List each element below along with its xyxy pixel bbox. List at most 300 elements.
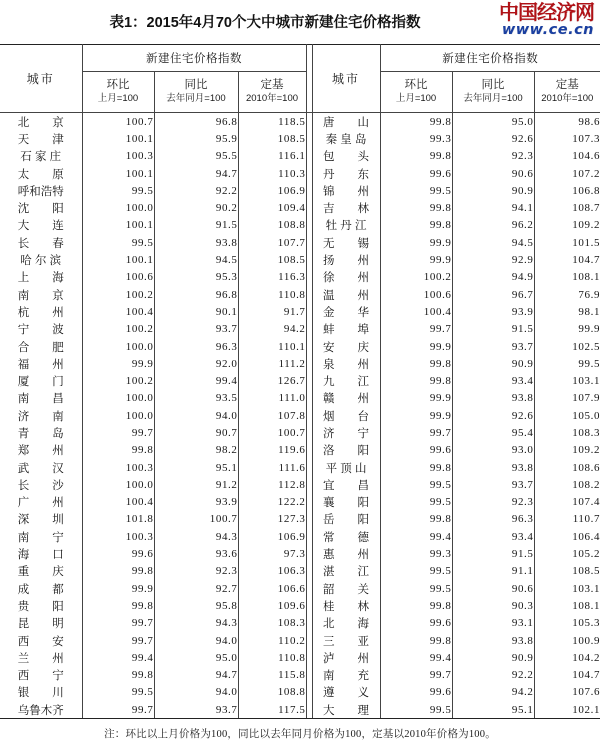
value-yoy-left: 91.5 <box>154 217 238 234</box>
table-body <box>0 113 600 719</box>
value-yoy-right: 93.9 <box>452 303 534 320</box>
value-fixed-left: 110.1 <box>238 338 306 355</box>
value-mom-right: 99.8 <box>380 597 452 614</box>
table-header <box>0 45 600 113</box>
value-mom-right: 99.3 <box>380 130 452 147</box>
value-yoy-right: 94.1 <box>452 199 534 216</box>
value-mom-left: 99.8 <box>82 563 154 580</box>
table-row <box>0 199 600 216</box>
value-fixed-left: 106.6 <box>238 580 306 597</box>
table-row <box>0 424 600 441</box>
value-mom-left: 100.0 <box>82 199 154 216</box>
value-mom-left: 100.1 <box>82 251 154 268</box>
value-mom-left: 100.1 <box>82 165 154 182</box>
city-name-right: 泸 州 <box>312 649 380 666</box>
value-yoy-left: 92.3 <box>154 563 238 580</box>
value-fixed-left: 116.1 <box>238 148 306 165</box>
header-sub-name: 定基 <box>555 78 579 91</box>
city-name-right: 北 海 <box>312 615 380 632</box>
city-name-left: 西 安 <box>0 632 82 649</box>
value-yoy-right: 93.4 <box>452 372 534 389</box>
value-yoy-right: 96.2 <box>452 217 534 234</box>
value-mom-left: 100.0 <box>82 390 154 407</box>
value-mom-right: 99.6 <box>380 442 452 459</box>
value-fixed-left: 107.8 <box>238 407 306 424</box>
value-mom-left: 100.3 <box>82 148 154 165</box>
city-name-left: 福 州 <box>0 355 82 372</box>
table-row <box>0 113 600 131</box>
header-sub-name: 环比 <box>106 78 130 91</box>
logo-wordmark: 中国经济网 <box>499 0 594 24</box>
city-name-right: 南 充 <box>312 667 380 684</box>
value-yoy-left: 91.2 <box>154 476 238 493</box>
value-mom-right: 99.5 <box>380 701 452 719</box>
value-fixed-right: 102.1 <box>534 701 600 719</box>
city-name-left: 济 南 <box>0 407 82 424</box>
value-mom-right: 99.6 <box>380 684 452 701</box>
value-yoy-right: 96.3 <box>452 511 534 528</box>
value-fixed-left: 110.8 <box>238 286 306 303</box>
value-yoy-right: 92.2 <box>452 667 534 684</box>
value-fixed-right: 108.6 <box>572 461 600 474</box>
value-fixed-right: 108.3 <box>572 426 600 439</box>
value-yoy-right: 92.3 <box>452 494 534 511</box>
value-mom-left: 99.7 <box>82 615 154 632</box>
table-row <box>0 563 600 580</box>
city-name-right: 赣 州 <box>312 390 380 407</box>
value-yoy-right: 92.9 <box>452 251 534 268</box>
header-sub-name: 定基 <box>260 78 284 91</box>
value-mom-left: 100.2 <box>82 372 154 389</box>
city-name-left: 青 岛 <box>0 424 82 441</box>
city-name-left: 哈 尔 滨 <box>0 251 82 268</box>
value-yoy-left: 92.0 <box>154 355 238 372</box>
value-yoy-left: 94.5 <box>154 251 238 268</box>
value-yoy-right: 92.6 <box>452 407 534 424</box>
value-yoy-left: 94.0 <box>154 407 238 424</box>
value-fixed-right: 101.5 <box>572 236 600 249</box>
value-mom-left: 100.4 <box>82 494 154 511</box>
value-mom-right: 99.8 <box>380 148 452 165</box>
value-fixed-left: 94.2 <box>238 321 306 338</box>
value-yoy-left: 93.8 <box>154 234 238 251</box>
city-name-left: 南 京 <box>0 286 82 303</box>
logo-url: www.ce.cn <box>501 22 594 38</box>
value-mom-right: 99.4 <box>380 649 452 666</box>
value-mom-right: 99.9 <box>380 407 452 424</box>
title-bar <box>0 0 600 44</box>
city-name-left: 兰 州 <box>0 649 82 666</box>
value-fixed-right: 99.9 <box>578 323 600 336</box>
value-yoy-right: 94.2 <box>452 684 534 701</box>
city-name-right: 无 锡 <box>312 234 380 251</box>
city-name-left: 呼和浩特 <box>0 182 82 199</box>
city-name-left: 石 家 庄 <box>0 148 82 165</box>
value-fixed-left: 127.3 <box>238 511 306 528</box>
value-yoy-right: 93.4 <box>452 528 534 545</box>
city-name-left: 重 庆 <box>0 563 82 580</box>
value-fixed-left: 112.8 <box>238 476 306 493</box>
value-fixed-left: 122.2 <box>238 494 306 511</box>
value-fixed-right: 103.1 <box>572 582 600 595</box>
value-yoy-right: 91.1 <box>452 563 534 580</box>
table-row <box>0 649 600 666</box>
table-row <box>0 321 600 338</box>
value-yoy-left: 95.5 <box>154 148 238 165</box>
city-name-right: 蚌 埠 <box>312 321 380 338</box>
value-yoy-left: 90.7 <box>154 424 238 441</box>
value-fixed-right: 108.2 <box>572 478 600 491</box>
value-yoy-left: 90.1 <box>154 303 238 320</box>
value-yoy-left: 96.8 <box>154 286 238 303</box>
header-group-right: 新建住宅价格指数 <box>380 45 600 72</box>
value-mom-left: 99.6 <box>82 545 154 562</box>
value-fixed-left: 106.9 <box>238 182 306 199</box>
city-name-right: 湛 江 <box>312 563 380 580</box>
value-yoy-right: 92.3 <box>452 148 534 165</box>
value-mom-right: 99.7 <box>380 424 452 441</box>
value-yoy-left: 95.3 <box>154 269 238 286</box>
table-row <box>0 442 600 459</box>
value-fixed-left: 108.8 <box>238 217 306 234</box>
value-yoy-right: 93.1 <box>452 615 534 632</box>
city-name-left: 南 昌 <box>0 390 82 407</box>
city-name-left: 成 都 <box>0 580 82 597</box>
value-fixed-right: 106.8 <box>572 184 600 197</box>
value-fixed-left: 110.2 <box>238 632 306 649</box>
value-fixed-left: 111.0 <box>238 390 306 407</box>
value-yoy-left: 96.3 <box>154 338 238 355</box>
value-fixed-right: 108.5 <box>572 565 600 578</box>
value-mom-right: 99.7 <box>380 667 452 684</box>
city-name-left: 合 肥 <box>0 338 82 355</box>
housing-price-index-table <box>0 44 600 719</box>
value-mom-right: 99.5 <box>380 476 452 493</box>
value-mom-left: 99.8 <box>82 597 154 614</box>
value-mom-left: 99.4 <box>82 649 154 666</box>
header-sub-base: 上月=100 <box>97 93 139 105</box>
header-sub-name: 同比 <box>481 78 505 91</box>
value-mom-left: 100.4 <box>82 303 154 320</box>
value-yoy-right: 90.3 <box>452 597 534 614</box>
value-fixed-right: 102.5 <box>572 340 600 353</box>
value-mom-right: 99.8 <box>380 632 452 649</box>
value-mom-right: 99.3 <box>380 545 452 562</box>
value-yoy-right: 91.5 <box>452 545 534 562</box>
value-yoy-right: 91.5 <box>452 321 534 338</box>
value-fixed-right: 105.0 <box>572 409 600 422</box>
city-name-right: 烟 台 <box>312 407 380 424</box>
city-name-right: 吉 林 <box>312 199 380 216</box>
table-row <box>0 528 600 545</box>
value-mom-left: 99.7 <box>82 701 154 719</box>
value-mom-left: 99.7 <box>82 632 154 649</box>
table-row <box>0 701 600 719</box>
value-mom-left: 99.5 <box>82 234 154 251</box>
city-name-right: 遵 义 <box>312 684 380 701</box>
value-mom-right: 99.9 <box>380 390 452 407</box>
header-sub-name: 同比 <box>184 78 208 91</box>
value-fixed-left: 91.7 <box>238 303 306 320</box>
value-yoy-left: 94.3 <box>154 528 238 545</box>
table-row <box>0 580 600 597</box>
table-row <box>0 148 600 165</box>
header-group-left: 新建住宅价格指数 <box>82 45 306 72</box>
value-mom-right: 99.8 <box>380 459 452 476</box>
table-row <box>0 511 600 528</box>
value-yoy-left: 95.0 <box>154 649 238 666</box>
table-row <box>0 476 600 493</box>
table-footnote: 注：环比以上月价格为100，同比以去年同月价格为100，定基以2010年价格为100。 <box>104 729 496 741</box>
value-fixed-right: 98.1 <box>578 305 600 318</box>
value-mom-right: 100.4 <box>380 303 452 320</box>
value-yoy-right: 93.7 <box>452 338 534 355</box>
header-city-left: 城市 <box>0 45 82 113</box>
table-row <box>0 459 600 476</box>
city-name-right: 包 头 <box>312 148 380 165</box>
table-row <box>0 182 600 199</box>
value-fixed-left: 111.6 <box>238 459 306 476</box>
value-yoy-left: 94.7 <box>154 165 238 182</box>
value-fixed-right: 104.7 <box>572 669 600 682</box>
city-name-right: 岳 阳 <box>312 511 380 528</box>
value-mom-left: 99.8 <box>82 667 154 684</box>
value-fixed-right: 99.5 <box>578 357 600 370</box>
city-name-right: 徐 州 <box>312 269 380 286</box>
value-fixed-left: 110.8 <box>238 649 306 666</box>
value-mom-right: 99.4 <box>380 528 452 545</box>
value-fixed-right: 103.1 <box>572 375 600 388</box>
value-fixed-left: 109.6 <box>238 597 306 614</box>
city-name-right: 安 庆 <box>312 338 380 355</box>
value-yoy-right: 95.1 <box>452 701 534 719</box>
city-name-right: 九 江 <box>312 372 380 389</box>
city-name-left: 武 汉 <box>0 459 82 476</box>
value-mom-left: 99.5 <box>82 182 154 199</box>
city-name-right: 锦 州 <box>312 182 380 199</box>
value-yoy-right: 96.7 <box>452 286 534 303</box>
table-row <box>0 338 600 355</box>
city-name-left: 北 京 <box>0 113 82 131</box>
city-name-left: 昆 明 <box>0 615 82 632</box>
page-title: 表1：2015年4月70个大中城市新建住宅价格指数 <box>109 15 421 31</box>
header-row-group <box>0 45 600 72</box>
value-mom-left: 100.7 <box>82 113 154 131</box>
value-mom-left: 100.6 <box>82 269 154 286</box>
table-row <box>0 667 600 684</box>
value-mom-right: 100.6 <box>380 286 452 303</box>
value-yoy-right: 95.4 <box>452 424 534 441</box>
city-name-left: 上 海 <box>0 269 82 286</box>
table-row <box>0 597 600 614</box>
city-name-left: 深 圳 <box>0 511 82 528</box>
header-sub-yoy-right <box>452 72 534 113</box>
value-yoy-right: 93.7 <box>452 476 534 493</box>
city-name-right: 韶 关 <box>312 580 380 597</box>
city-name-left: 厦 门 <box>0 372 82 389</box>
value-fixed-left: 107.7 <box>238 234 306 251</box>
value-yoy-right: 94.5 <box>452 234 534 251</box>
value-fixed-right: 109.2 <box>572 444 600 457</box>
value-fixed-right: 104.2 <box>572 651 600 664</box>
value-fixed-right: 98.6 <box>578 115 600 128</box>
value-fixed-left: 108.8 <box>238 684 306 701</box>
value-mom-left: 100.0 <box>82 476 154 493</box>
value-mom-left: 99.7 <box>82 424 154 441</box>
value-fixed-left: 109.4 <box>238 199 306 216</box>
value-mom-right: 99.5 <box>380 563 452 580</box>
value-yoy-left: 93.9 <box>154 494 238 511</box>
table-row <box>0 632 600 649</box>
value-fixed-left: 108.5 <box>238 130 306 147</box>
value-yoy-left: 95.9 <box>154 130 238 147</box>
value-fixed-left: 116.3 <box>238 269 306 286</box>
city-name-left: 南 宁 <box>0 528 82 545</box>
table-row <box>0 303 600 320</box>
value-mom-left: 101.8 <box>82 511 154 528</box>
header-sub-base: 2010年=100 <box>541 93 594 105</box>
city-name-right: 金 华 <box>312 303 380 320</box>
value-yoy-left: 90.2 <box>154 199 238 216</box>
city-name-right: 襄 阳 <box>312 494 380 511</box>
value-mom-left: 100.3 <box>82 459 154 476</box>
city-name-left: 海 口 <box>0 545 82 562</box>
city-name-left: 长 春 <box>0 234 82 251</box>
value-yoy-left: 93.7 <box>154 701 238 719</box>
value-yoy-left: 95.8 <box>154 597 238 614</box>
value-fixed-right: 108.1 <box>572 271 600 284</box>
value-fixed-left: 108.3 <box>238 615 306 632</box>
value-fixed-left: 119.6 <box>238 442 306 459</box>
value-yoy-right: 90.6 <box>452 580 534 597</box>
header-sub-base: 去年同月=100 <box>166 93 226 105</box>
value-mom-right: 99.9 <box>380 338 452 355</box>
city-name-left: 广 州 <box>0 494 82 511</box>
city-name-right: 牡 丹 江 <box>312 217 380 234</box>
value-mom-left: 99.9 <box>82 355 154 372</box>
value-fixed-left: 111.2 <box>238 355 306 372</box>
value-mom-right: 99.6 <box>380 165 452 182</box>
value-fixed-right: 104.7 <box>572 254 600 267</box>
city-name-right: 常 德 <box>312 528 380 545</box>
value-mom-right: 99.6 <box>380 615 452 632</box>
table-row <box>0 269 600 286</box>
value-fixed-left: 118.5 <box>238 113 306 131</box>
city-name-right: 温 州 <box>312 286 380 303</box>
value-mom-right: 100.2 <box>380 269 452 286</box>
value-yoy-left: 93.5 <box>154 390 238 407</box>
table-row <box>0 545 600 562</box>
header-sub-fixed-right <box>534 72 600 113</box>
value-fixed-right: 100.9 <box>572 634 600 647</box>
value-mom-left: 99.9 <box>82 580 154 597</box>
value-mom-right: 99.5 <box>380 494 452 511</box>
city-name-left: 长 沙 <box>0 476 82 493</box>
table-row <box>0 217 600 234</box>
header-city-right: 城市 <box>312 45 380 113</box>
header-subrow <box>0 72 600 113</box>
value-yoy-right: 90.9 <box>452 355 534 372</box>
value-yoy-right: 93.8 <box>452 459 534 476</box>
value-fixed-left: 126.7 <box>238 372 306 389</box>
city-name-left: 杭 州 <box>0 303 82 320</box>
value-yoy-left: 93.6 <box>154 545 238 562</box>
value-mom-right: 99.9 <box>380 234 452 251</box>
city-name-right: 洛 阳 <box>312 442 380 459</box>
table-row <box>0 494 600 511</box>
header-sub-base: 上月=100 <box>395 93 437 105</box>
value-mom-left: 100.3 <box>82 528 154 545</box>
table-row <box>0 234 600 251</box>
value-mom-right: 99.8 <box>380 355 452 372</box>
value-yoy-left: 95.1 <box>154 459 238 476</box>
value-fixed-left: 106.3 <box>238 563 306 580</box>
value-fixed-left: 110.3 <box>238 165 306 182</box>
city-name-left: 沈 阳 <box>0 199 82 216</box>
table-row <box>0 372 600 389</box>
value-fixed-right: 107.2 <box>572 167 600 180</box>
value-fixed-right: 105.2 <box>572 548 600 561</box>
value-yoy-left: 94.0 <box>154 684 238 701</box>
value-mom-left: 100.2 <box>82 321 154 338</box>
value-fixed-left: 117.5 <box>238 701 306 719</box>
table-row <box>0 165 600 182</box>
value-mom-right: 99.5 <box>380 182 452 199</box>
value-fixed-right: 107.6 <box>572 686 600 699</box>
city-name-left: 郑 州 <box>0 442 82 459</box>
value-fixed-left: 100.7 <box>238 424 306 441</box>
value-yoy-left: 100.7 <box>154 511 238 528</box>
city-name-right: 泉 州 <box>312 355 380 372</box>
city-name-left: 贵 阳 <box>0 597 82 614</box>
value-yoy-right: 93.0 <box>452 442 534 459</box>
city-name-right: 惠 州 <box>312 545 380 562</box>
table-row <box>0 130 600 147</box>
table-row <box>0 407 600 424</box>
value-fixed-left: 97.3 <box>238 545 306 562</box>
city-name-left: 太 原 <box>0 165 82 182</box>
value-yoy-right: 95.0 <box>452 113 534 131</box>
city-name-right: 三 亚 <box>312 632 380 649</box>
value-mom-left: 99.5 <box>82 684 154 701</box>
city-name-left: 乌鲁木齐 <box>0 701 82 719</box>
value-yoy-right: 93.8 <box>452 390 534 407</box>
city-name-right: 宜 昌 <box>312 476 380 493</box>
city-name-left: 宁 波 <box>0 321 82 338</box>
city-name-left: 天 津 <box>0 130 82 147</box>
header-sub-mom-right <box>380 72 452 113</box>
value-yoy-left: 92.7 <box>154 580 238 597</box>
header-sub-mom-left <box>82 72 154 113</box>
value-yoy-left: 94.0 <box>154 632 238 649</box>
city-name-right: 大 理 <box>312 701 380 719</box>
city-name-left: 大 连 <box>0 217 82 234</box>
value-yoy-right: 90.9 <box>452 649 534 666</box>
value-mom-right: 99.8 <box>380 372 452 389</box>
value-mom-right: 99.5 <box>380 580 452 597</box>
value-fixed-right: 109.2 <box>572 219 600 232</box>
table-row <box>0 684 600 701</box>
value-fixed-right: 107.3 <box>572 132 600 145</box>
value-mom-right: 99.7 <box>380 321 452 338</box>
header-sub-base: 去年同月=100 <box>463 93 523 105</box>
value-yoy-right: 90.6 <box>452 165 534 182</box>
value-fixed-right: 107.4 <box>572 496 600 509</box>
value-yoy-left: 94.3 <box>154 615 238 632</box>
value-yoy-left: 92.2 <box>154 182 238 199</box>
table-row <box>0 286 600 303</box>
value-yoy-left: 98.2 <box>154 442 238 459</box>
